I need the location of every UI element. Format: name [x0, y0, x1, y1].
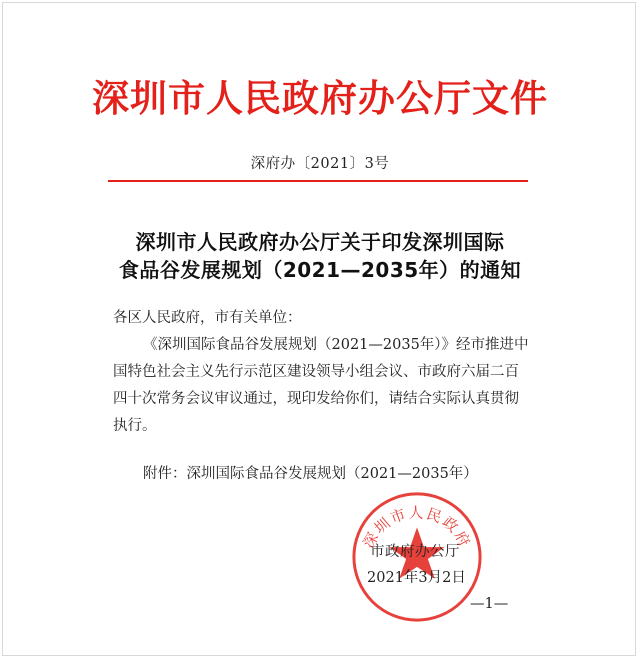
document-title-line-2: 食品谷发展规划（2021—2035年）的通知 [118, 258, 522, 282]
seal-text: 深圳市人民政府 [360, 504, 474, 552]
signer: 市政府办公厅 [370, 544, 460, 560]
body-line-3: 四十次常务会议审议通过，现印发给你们，请结合实际认真贯彻 [113, 391, 519, 407]
document-title-line-1: 深圳市人民政府办公厅关于印发深圳国际 [135, 230, 505, 254]
attachment-line: 附件：深圳国际食品谷发展规划（2021—2035年） [143, 466, 478, 482]
issue-date: 2021年3月2日 [367, 570, 466, 586]
body-line-2: 国特色社会主义先行示范区建设领导小组会议、市政府六届二百 [113, 364, 519, 380]
document-masthead: 深圳市人民政府办公厅文件 [92, 76, 548, 120]
body-line-1: 《深圳国际食品谷发展规划（2021—2035年）》经市推进中 [143, 337, 529, 353]
document-number: 深府办〔2021〕3号 [250, 156, 390, 172]
salutation: 各区人民政府，市有关单位： [113, 310, 302, 326]
red-divider-line [108, 180, 528, 182]
body-line-4: 执行。 [113, 418, 157, 434]
page-number: —1— [470, 596, 509, 612]
